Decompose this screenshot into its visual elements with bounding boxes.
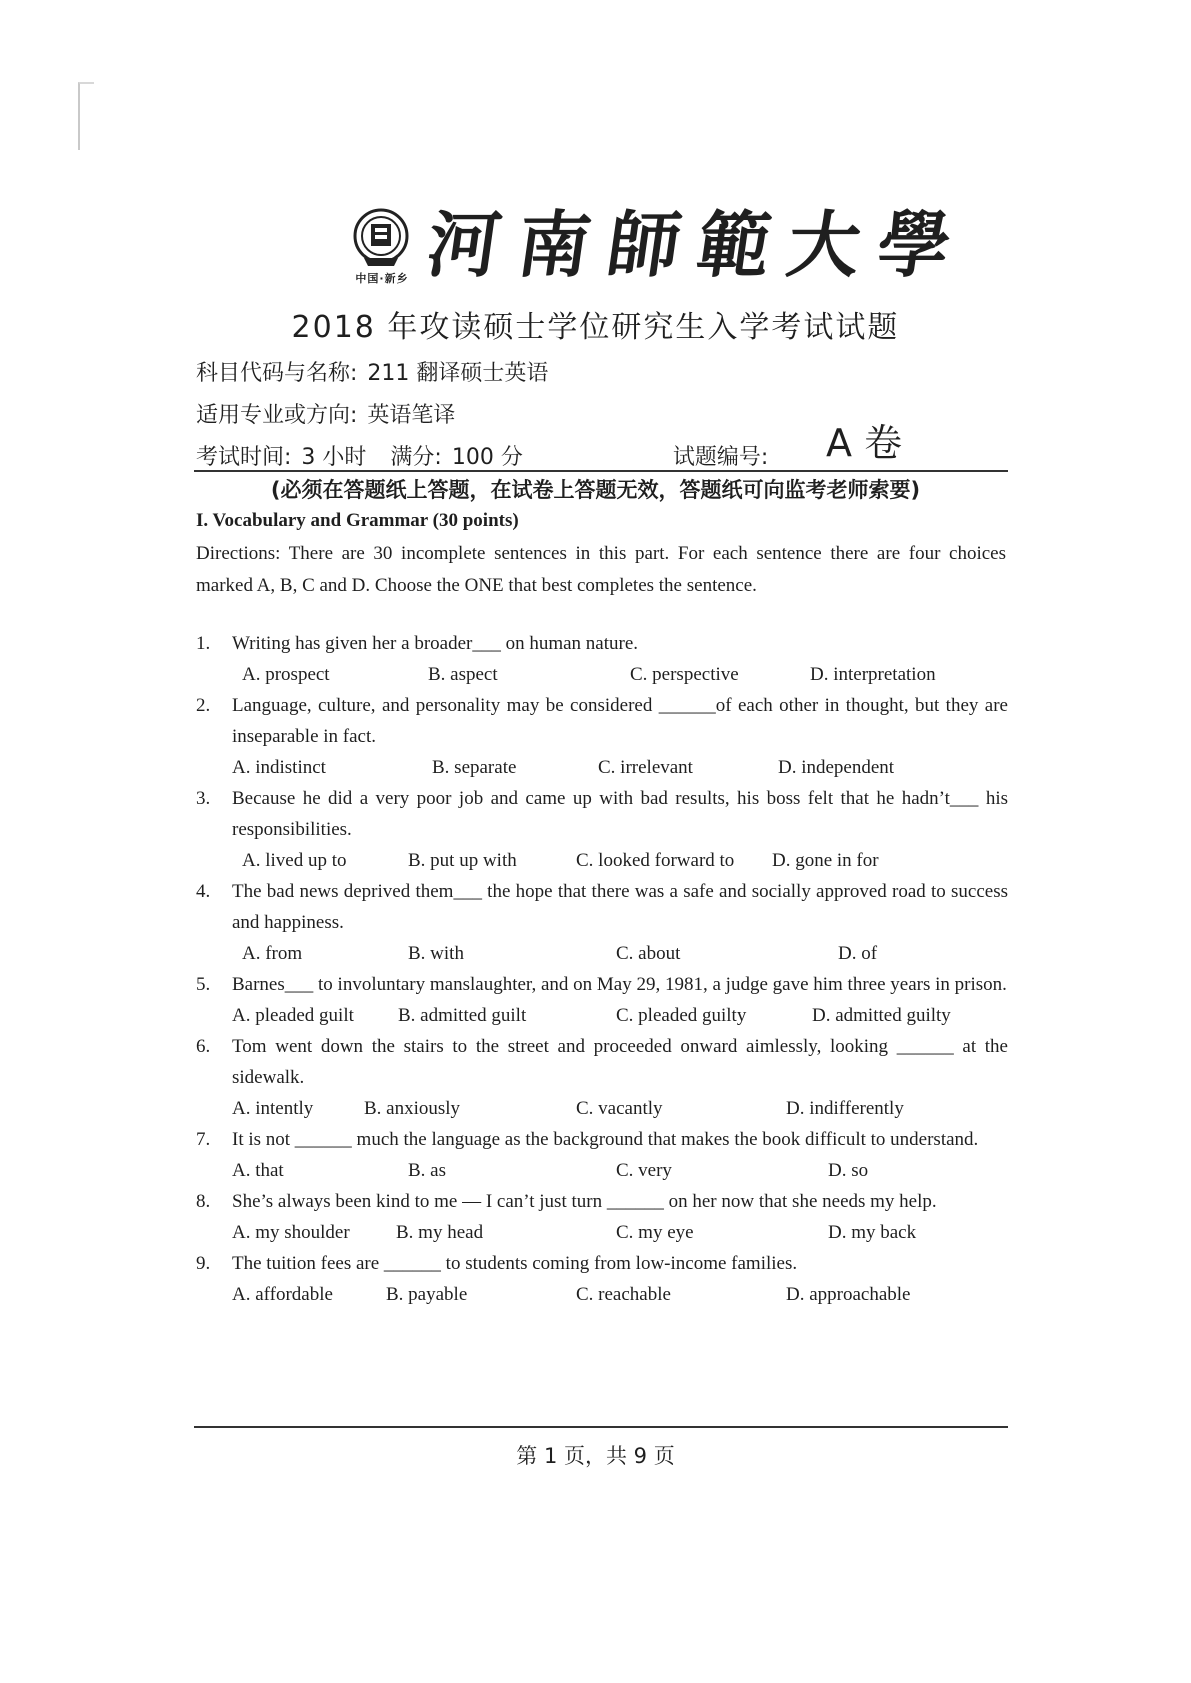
subject-line <box>196 356 548 387</box>
major-label: 适用专业或方向: <box>196 403 358 428</box>
option-a: A. lived up to <box>242 850 347 871</box>
answer-sheet-notice: (必须在答题纸上答题，在试卷上答题无效，答题纸可向监考老师索要) <box>270 478 921 502</box>
subject-value: 211 翻译硕士英语 <box>367 361 549 386</box>
subject-label: 科目代码与名称: <box>196 361 358 386</box>
question-number: 1. <box>196 633 211 654</box>
exam-title: 2018 年攻读硕士学位研究生入学考试试题 <box>291 310 900 345</box>
option-d: D. admitted guilty <box>812 1005 951 1026</box>
time-value: 3 小时 <box>301 445 367 470</box>
question-stem: Language, culture, and personality may be considered ______of each other in thought, but they are inseparable in fact. <box>232 695 1008 747</box>
scan-edge-mark <box>78 82 94 150</box>
question-stem: She’s always been kind to me — I can’t just turn ______ on her now that she needs my help. <box>232 1191 937 1212</box>
major-line <box>196 398 455 429</box>
option-b: B. anxiously <box>364 1098 461 1119</box>
question-1 <box>196 628 1008 690</box>
option-c: C. my eye <box>616 1222 694 1243</box>
option-d: D. of <box>838 943 878 964</box>
option-b: B. payable <box>386 1284 468 1305</box>
option-a: A. from <box>242 943 303 964</box>
option-a: A. affordable <box>232 1284 333 1305</box>
option-d: D. indifferently <box>786 1098 904 1119</box>
option-b: B. admitted guilt <box>398 1005 527 1026</box>
option-d: D. independent <box>778 757 895 778</box>
option-b: B. with <box>408 943 464 964</box>
question-8 <box>196 1186 1008 1248</box>
question-number: 6. <box>196 1036 211 1057</box>
question-options <box>232 659 1008 690</box>
option-c: C. looked forward to <box>576 850 735 871</box>
question-options <box>232 752 1008 783</box>
question-options <box>232 1155 1008 1186</box>
option-b: B. as <box>408 1160 446 1181</box>
option-b: B. my head <box>396 1222 484 1243</box>
question-number: 8. <box>196 1191 211 1212</box>
option-c: C. reachable <box>576 1284 671 1305</box>
question-number: 3. <box>196 788 211 809</box>
option-c: C. pleaded guilty <box>616 1005 747 1026</box>
question-options <box>232 1000 1008 1031</box>
question-stem: Tom went down the stairs to the street and proceeded onward aimlessly, looking ______ at the sidewalk. <box>232 1036 1008 1088</box>
question-2 <box>196 690 1008 783</box>
question-options <box>232 1093 1008 1124</box>
option-a: A. pleaded guilt <box>232 1005 354 1026</box>
option-a: A. prospect <box>242 664 330 685</box>
question-3 <box>196 783 1008 876</box>
question-number: 7. <box>196 1129 211 1150</box>
question-stem: The bad news deprived them___ the hope that there was a safe and socially approved road to success and happiness. <box>232 881 1008 933</box>
question-stem: It is not ______ much the language as the background that makes the book difficult to understand. <box>232 1129 979 1150</box>
option-d: D. so <box>828 1160 869 1181</box>
option-c: C. perspective <box>630 664 739 685</box>
option-d: D. approachable <box>786 1284 911 1305</box>
option-c: C. very <box>616 1160 672 1181</box>
seal-caption: 中国·新乡 <box>355 272 409 285</box>
paper-label: 试题编号: <box>672 445 769 470</box>
option-c: C. vacantly <box>576 1098 663 1119</box>
question-4 <box>196 876 1008 969</box>
option-d: D. interpretation <box>810 664 936 685</box>
question-9 <box>196 1248 1008 1310</box>
university-header <box>0 200 1191 300</box>
question-stem: Writing has given her a broader___ on human nature. <box>232 633 639 654</box>
question-6 <box>196 1031 1008 1124</box>
score-value: 100 分 <box>451 445 523 470</box>
question-stem: The tuition fees are ______ to students coming from low-income families. <box>232 1253 798 1274</box>
option-c: C. irrelevant <box>598 757 693 778</box>
question-7 <box>196 1124 1008 1186</box>
footer-rule <box>194 1426 1008 1428</box>
header-rule <box>194 470 1008 472</box>
question-stem: Because he did a very poor job and came up with bad results, his boss felt that he hadn’t___ his responsibilities. <box>232 788 1008 840</box>
option-b: B. separate <box>432 757 517 778</box>
question-number: 2. <box>196 695 211 716</box>
question-options <box>232 938 1008 969</box>
question-options <box>232 1217 1008 1248</box>
option-a: A. intently <box>232 1098 314 1119</box>
time-label: 考试时间: <box>196 445 292 470</box>
question-number: 4. <box>196 881 211 902</box>
option-b: B. put up with <box>408 850 517 871</box>
option-d: D. my back <box>828 1222 917 1243</box>
question-options <box>232 845 1008 876</box>
university-name: 河南師範大學 <box>422 202 975 287</box>
paper-version: A 卷 <box>826 421 903 465</box>
option-a: A. that <box>232 1160 284 1181</box>
section-directions: Directions: There are 30 incomplete sentences in this part. For each sentence there are four choices marked A, B, C and D. Choose the ONE that best completes the sentence. <box>196 543 1006 596</box>
major-value: 英语笔译 <box>367 403 456 428</box>
option-a: A. my shoulder <box>232 1222 350 1243</box>
option-b: B. aspect <box>428 664 498 685</box>
section-title: I. Vocabulary and Grammar (30 points) <box>196 510 519 531</box>
question-options <box>232 1279 1008 1310</box>
question-list <box>196 628 1008 1310</box>
question-stem: Barnes___ to involuntary manslaughter, and on May 29, 1981, a judge gave him three years in prison. <box>232 974 1007 995</box>
score-label: 满分: <box>390 445 442 470</box>
option-a: A. indistinct <box>232 757 326 778</box>
question-number: 9. <box>196 1253 211 1274</box>
question-number: 5. <box>196 974 211 995</box>
time-line <box>196 440 768 471</box>
option-d: D. gone in for <box>772 850 879 871</box>
question-5 <box>196 969 1008 1031</box>
option-c: C. about <box>616 943 681 964</box>
page-number: 第 1 页，共 9 页 <box>516 1444 675 1468</box>
